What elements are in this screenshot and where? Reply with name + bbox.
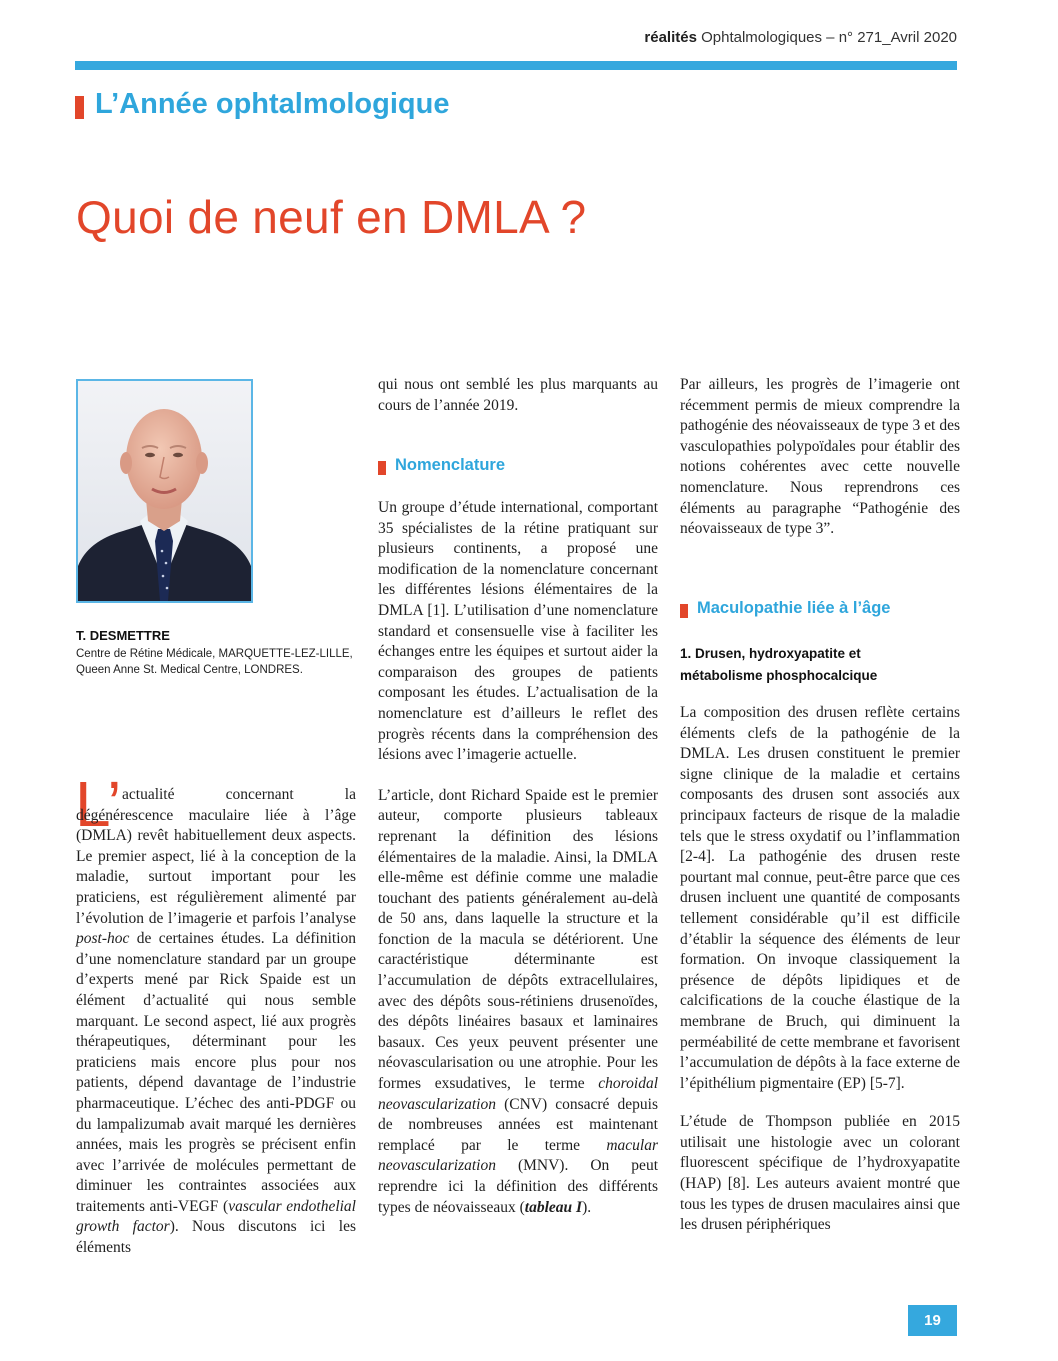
- page-number: 19: [908, 1305, 957, 1336]
- heading-nomenclature: Nomenclature: [395, 456, 506, 474]
- drop-cap: L’: [75, 768, 122, 840]
- column-1: [76, 785, 356, 1259]
- author-photo: [76, 379, 253, 603]
- section-title: L’Année ophtalmologique: [95, 88, 450, 120]
- affiliation-line: Queen Anne St. Medical Centre, LONDRES.: [76, 664, 303, 676]
- section-marker: [75, 96, 84, 119]
- article-title: Quoi de neuf en DMLA ?: [76, 191, 587, 243]
- column-3-body: [680, 703, 960, 1236]
- heading-marker: [680, 604, 688, 618]
- header-rule: [75, 61, 957, 70]
- paragraph: qui nous ont semblé les plus marquants au cours de l’année 2019.: [378, 376, 658, 414]
- paragraph: L’article, dont Richard Spaide est le premier auteur, comporte plusieurs tableaux reprenant la définition des lésions élémentaires de la maladie. Ainsi, la DMLA elle-même est définie comme une maladie touchant des patients généralement au-delà de 50 ans, dans laquelle la structure et la fonction de la macula se détériorent. Une caractéristique déterminante est l’accumulation de dépôts extracellulaires, avec des dépôts sous-rétiniens drusenoïdes, des dépôts linéaires basaux et laminaires basaux. Ces yeux peuvent présenter une néovascularisation ou une atrophie. Pour les formes exsudatives, le terme choroidal neovascularization (CNV) consacré depuis de nombreuses années est maintenant remplacé par le terme macular neovascularization (MNV). On peut reprendre ici la définition des différents types de néovaisseaux (tableau I).: [378, 786, 658, 1216]
- column-3: [680, 375, 960, 540]
- paragraph: Un groupe d’étude international, comportant 35 spécialistes de la rétine pratiquant sur plusieurs continents, a proposé une modification de la nomenclature concernant les différentes lésions élémentaires de la DMLA [1]. L’utilisation d’une nomenclature standard et consensuelle vise à faciliter les échanges entre les équipes et surtout aider la comparaison des groupes de patients composant les études. L’actualisation de la nomenclature est d’ailleurs le reflet des progrès récents dans la compréhension des lésions avec l’imagerie actuelle.: [378, 499, 658, 764]
- heading-marker: [378, 461, 386, 475]
- author-affiliation: [76, 646, 356, 678]
- author-portrait-image: [78, 381, 251, 601]
- heading-maculopathie: Maculopathie liée à l’âge: [697, 599, 891, 617]
- paragraph: La composition des drusen reflète certains éléments clefs de la pathogénie de la DMLA. Les drusen constituent le premier signe clinique de la maladie et certains composants des drusen sont associés aux principaux facteurs de risque de la maladie tels que le stress oxydatif ou l’inflammation [2-4]. La pathogénie des drusen reste pourtant mal connue, peut-être parce que ces drusen incluent une quantité de composants tellement considérable qu’il est difficile d’établir la séquence des éléments de leur formation. On invoque classiquement la présence de dépôts lipidiques et de calcifications de la couche élastique de la membrane de Bruch, qui diminuent la perméabilité de cette membrane et favorisent l’accumulation de dépôts à la face externe de l’épithélium pigmentaire (EP) [5-7].: [680, 704, 960, 1092]
- column-2: [378, 375, 658, 416]
- author-name: T. DESMETTRE: [76, 628, 170, 643]
- journal-name: réalités: [644, 29, 697, 46]
- affiliation-line: Centre de Rétine Médicale, MARQUETTE-LEZ-LILLE,: [76, 648, 353, 660]
- journal-header: [644, 29, 957, 46]
- column-2-body: [378, 498, 658, 1218]
- journal-issue: Ophtalmologiques – n° 271_Avril 2020: [696, 29, 957, 46]
- subheading-drusen: 1. Drusen, hydroxyapatite et métabolisme phosphocalcique: [680, 646, 878, 683]
- paragraph: Par ailleurs, les progrès de l’imagerie ont récemment permis de mieux comprendre la pathogénie des néovaisseaux de type 3 et des vasculopathies polypoïdales pour établir des notions cohérentes avec cette nouvelle nomenclature. Nous reprendrons ces éléments au paragraphe “Pathogénie des néovaisseaux de type 3”.: [680, 376, 960, 538]
- paragraph: L’étude de Thompson publiée en 2015 utilisait une histologie avec un colorant fluorescent spécifique de l’hydroxyapatite (HAP) [8]. Les auteurs avaient montré que tous les types de drusen maculaires ainsi que les drusen périphériques: [680, 1113, 960, 1234]
- intro-paragraph: actualité concernant la dégénérescence maculaire liée à l’âge (DMLA) revêt habituellement deux aspects. Le premier aspect, lié à la conception de la maladie, surtout important pour les praticiens, est régulièrement alimenté par l’évolution de l’imagerie et parfois l’analyse post-hoc de certaines études. La définition d’une nomenclature standard par un groupe d’experts mené par Rick Spaide est un élément d’actualité qui nous semble marquant. Le second aspect, lié aux progrès thérapeutiques, déterminant pour les praticiens mais encore plus pour nos patients, dépend davantage de l’industrie pharmaceutique. L’échec des anti-PDGF ou du lampalizumab avait marqué les dernières années, mais les progrès se précisent enfin avec l’arrivée de molécules permettant de diminuer les contraintes associées aux traitements anti-VEGF (vascular endothelial growth factor). Nous discutons ici les éléments: [76, 786, 356, 1257]
